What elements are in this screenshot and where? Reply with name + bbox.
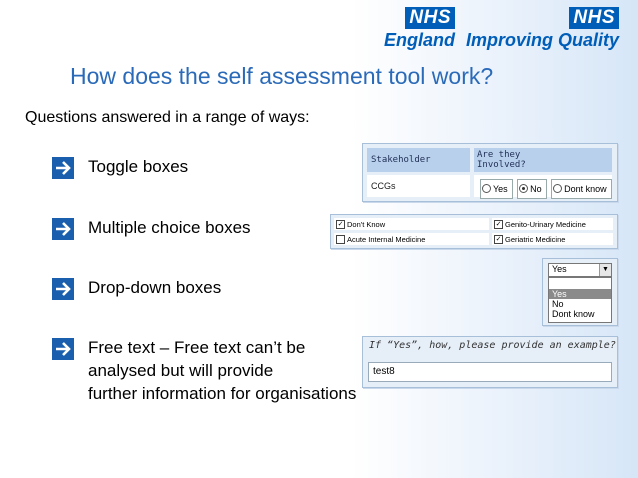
- bullet-toggle-boxes: [52, 155, 188, 179]
- bullet-multiple-choice: [52, 216, 251, 240]
- toggle-group: [480, 179, 612, 199]
- bullet-text: Multiple choice boxes: [88, 218, 251, 237]
- nhs-improving-quality-logo: [465, 7, 619, 50]
- arrow-icon: [52, 278, 74, 300]
- bullet-text: [88, 336, 356, 405]
- toggle-option-dont-know[interactable]: [551, 179, 612, 199]
- nhs-england-badge: NHS: [405, 7, 455, 29]
- arrow-icon: [52, 338, 74, 360]
- dropdown-select[interactable]: [548, 263, 612, 277]
- bullet-line: further information for organisations: [88, 384, 357, 403]
- bullet-line: analysed but will provide: [88, 361, 274, 380]
- option-label: Dont know: [564, 183, 607, 194]
- radio-selected-icon: [519, 184, 528, 193]
- radio-icon: [553, 184, 562, 193]
- stakeholder-header: Stakeholder: [371, 155, 431, 165]
- checkbox-item[interactable]: [334, 218, 489, 230]
- dropdown-option[interactable]: Yes: [549, 289, 611, 299]
- checkbox-checked-icon: ✓: [495, 220, 502, 228]
- nhs-england-subtitle: England: [384, 30, 455, 50]
- dropdown-option[interactable]: No: [552, 299, 564, 309]
- table-cell: [474, 175, 612, 197]
- table-cell: [367, 175, 470, 197]
- checkbox-checked-icon: ✓: [337, 220, 344, 228]
- dropdown-value: Yes: [552, 264, 567, 274]
- arrow-icon: [52, 218, 74, 240]
- checkbox-label: Don't Know: [347, 219, 386, 229]
- nhs-iq-badge: NHS: [569, 7, 619, 29]
- option-label: No: [530, 183, 542, 194]
- table-header: [474, 148, 612, 172]
- checkbox-label: Acute Internal Medicine: [347, 234, 426, 244]
- free-text-input[interactable]: [368, 362, 612, 382]
- toggle-example-table: [362, 143, 618, 202]
- bullet-free-text: [52, 336, 356, 405]
- multiple-choice-example: [330, 214, 618, 249]
- intro-text: Questions answered in a range of ways:: [25, 109, 310, 126]
- bullet-line: Free text – Free text can’t be: [88, 338, 306, 357]
- dropdown-example: [542, 258, 618, 326]
- free-text-example: [362, 336, 618, 388]
- chevron-down-icon[interactable]: ▼: [599, 264, 611, 276]
- option-label: Yes: [493, 183, 508, 194]
- checkbox-label: Genito-Urinary Medicine: [505, 219, 586, 229]
- free-text-value: test8: [373, 366, 395, 377]
- nhs-iq-subtitle: Improving Quality: [465, 30, 619, 50]
- involved-header-line2: Involved?: [477, 160, 526, 170]
- checkbox-item[interactable]: [334, 233, 489, 245]
- checkbox-item[interactable]: [492, 218, 613, 230]
- checkbox-item[interactable]: [492, 233, 613, 245]
- nhs-england-logo: [384, 7, 455, 50]
- row-label: CCGs: [371, 181, 396, 191]
- bullet-text: Toggle boxes: [88, 157, 189, 176]
- toggle-option-no[interactable]: [517, 179, 547, 199]
- slide-title: How does the self assessment tool work?: [70, 63, 494, 89]
- checkbox-checked-icon: ✓: [495, 235, 502, 243]
- bullet-drop-down: [52, 276, 221, 300]
- table-header: [367, 148, 470, 172]
- toggle-option-yes[interactable]: [480, 179, 513, 199]
- radio-icon: [482, 184, 491, 193]
- dropdown-list: [548, 277, 612, 323]
- involved-header-line1: Are they: [477, 150, 521, 160]
- checkbox-unchecked-icon: [336, 235, 345, 244]
- arrow-icon: [52, 157, 74, 179]
- dropdown-option[interactable]: Dont know: [552, 309, 595, 319]
- free-text-question: If “Yes”, how, please provide an example?: [369, 340, 616, 351]
- checkbox-label: Geriatric Medicine: [505, 234, 566, 244]
- bullet-text: Drop-down boxes: [88, 278, 222, 297]
